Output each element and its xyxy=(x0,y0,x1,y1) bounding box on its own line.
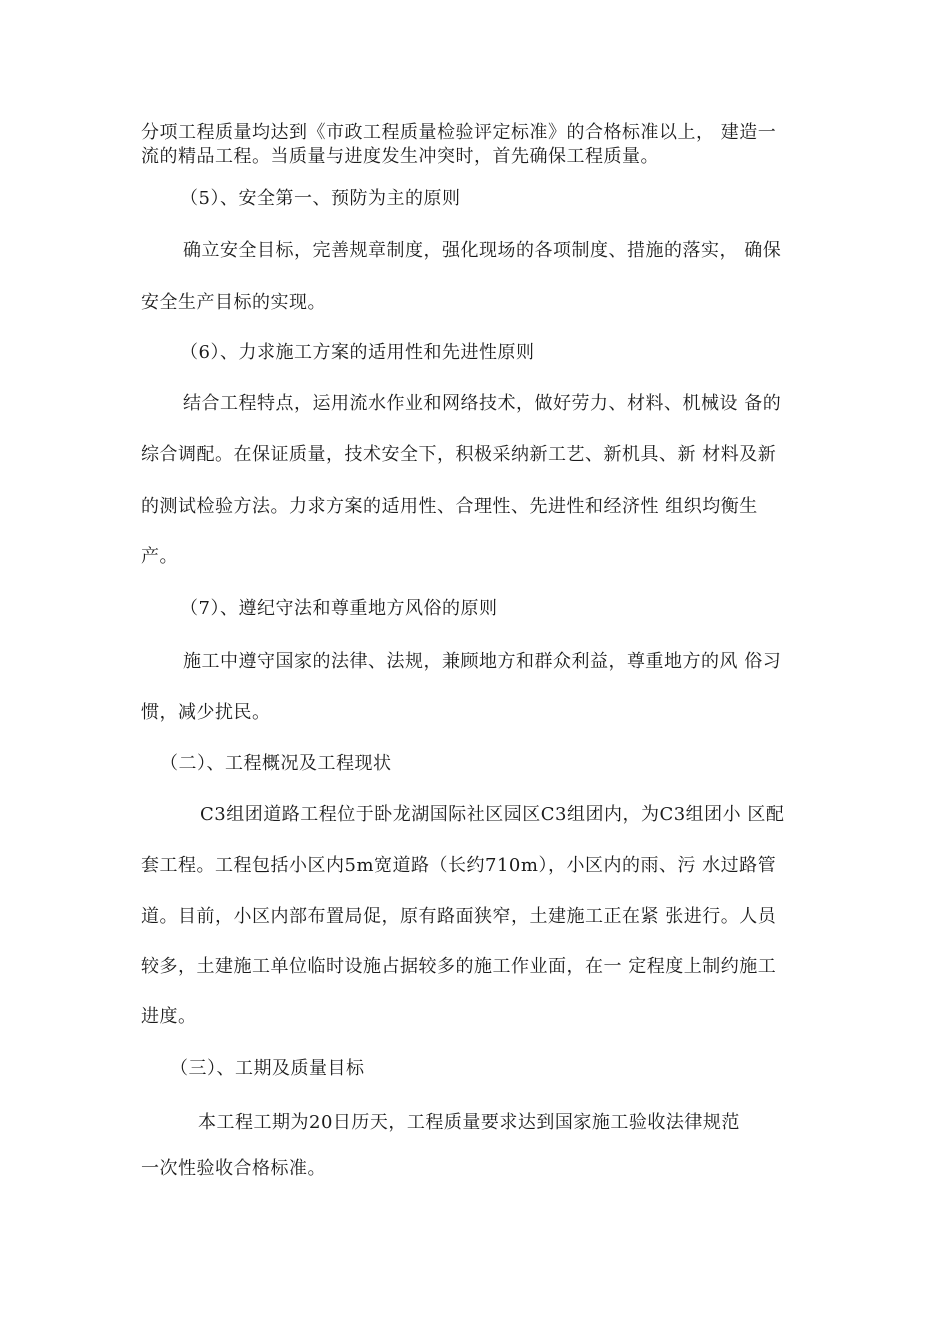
section-heading: （6）、力求施工方案的适用性和先进性原则 xyxy=(180,342,535,363)
text-line: 套工程。工程包括小区内5m宽道路（长约710m），小区内的雨、污 水过路管 xyxy=(141,855,777,876)
text-line: 产。 xyxy=(141,546,178,567)
section-heading: （7）、遵纪守法和尊重地方风俗的原则 xyxy=(180,598,498,619)
text-line: 的测试检验方法。力求方案的适用性、合理性、先进性和经济性 组织均衡生 xyxy=(141,496,758,517)
text-line: 综合调配。在保证质量，技术安全下，积极采纳新工艺、新机具、新 材料及新 xyxy=(141,444,777,465)
text-line: C3组团道路工程位于卧龙湖国际社区园区C3组团内，为C3组团小 区配 xyxy=(200,804,785,825)
text-line: 道。目前，小区内部布置局促，原有路面狭窄，土建施工正在紧 张进行。人员 xyxy=(141,906,777,927)
text-line: 进度。 xyxy=(141,1006,197,1027)
text-line: 较多，土建施工单位临时设施占据较多的施工作业面，在一 定程度上制约施工 xyxy=(141,956,777,977)
text-line: 惯，减少扰民。 xyxy=(141,702,271,723)
text-line: 安全生产目标的实现。 xyxy=(141,292,326,313)
text-line: 本工程工期为20日历天，工程质量要求达到国家施工验收法律规范 xyxy=(198,1112,740,1133)
text-line: 确立安全目标，完善规章制度，强化现场的各项制度、措施的落实， 确保 xyxy=(183,240,782,261)
section-heading: （三）、工期及质量目标 xyxy=(170,1058,365,1079)
text-line: 流的精品工程。当质量与进度发生冲突时，首先确保工程质量。 xyxy=(141,146,659,167)
section-heading: （二）、工程概况及工程现状 xyxy=(160,753,392,774)
text-line: 施工中遵守国家的法律、法规，兼顾地方和群众利益，尊重地方的风 俗习 xyxy=(183,651,782,672)
text-line: 一次性验收合格标准。 xyxy=(141,1158,326,1179)
text-line: 分项工程质量均达到《市政工程质量检验评定标准》的合格标准以上， 建造一 xyxy=(141,122,777,143)
section-heading: （5）、安全第一、预防为主的原则 xyxy=(180,188,461,209)
text-line: 结合工程特点，运用流水作业和网络技术，做好劳力、材料、机械设 备的 xyxy=(183,393,782,414)
